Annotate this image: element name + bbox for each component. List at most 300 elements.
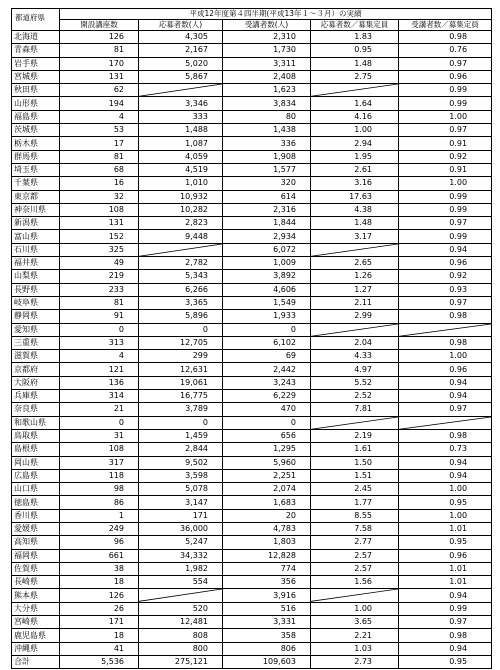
applicants-cell: 3,598 [139, 469, 223, 482]
stu-ratio-cell: 0.99 [399, 97, 492, 110]
app-ratio-cell: 2.61 [311, 163, 399, 176]
students-cell: 656 [223, 429, 311, 442]
prefecture-cell: 徳島県 [12, 496, 60, 509]
students-cell: 1,730 [223, 44, 311, 57]
applicants-cell: 1,982 [139, 562, 223, 575]
courses-cell: 4 [60, 110, 139, 123]
header-row-period [12, 9, 492, 20]
prefecture-cell: 沖縄県 [12, 642, 60, 655]
app-ratio-cell: 2.11 [311, 296, 399, 309]
stu-ratio-cell: 0.94 [399, 589, 492, 602]
applicants-cell: 800 [139, 642, 223, 655]
students-cell: 0 [223, 416, 311, 429]
prefecture-cell: 大分県 [12, 602, 60, 615]
table-row [12, 270, 492, 283]
app-ratio-cell: 1.27 [311, 283, 399, 296]
applicants-cell: 520 [139, 602, 223, 615]
applicants-cell: 16,775 [139, 390, 223, 403]
diagonal-line [139, 589, 222, 601]
students-cell: 3,892 [223, 270, 311, 283]
app-ratio-cell: 1.48 [311, 217, 399, 230]
stu-ratio-cell: 1.00 [399, 177, 492, 190]
courses-cell: 171 [60, 616, 139, 629]
applicants-cell: 10,932 [139, 190, 223, 203]
table-row [12, 363, 492, 376]
courses-cell: 0 [60, 416, 139, 429]
courses-cell: 17 [60, 137, 139, 150]
table-row [12, 496, 492, 509]
prefecture-cell: 大阪府 [12, 376, 60, 389]
stu-ratio-cell: 0.99 [399, 84, 492, 97]
applicants-cell: 554 [139, 576, 223, 589]
stu-ratio-cell: 1.00 [399, 483, 492, 496]
table-row [12, 629, 492, 642]
table-row [12, 376, 492, 389]
prefecture-cell: 福島県 [12, 110, 60, 123]
stu-ratio-cell: 0.94 [399, 243, 492, 256]
app-ratio-cell: 2.73 [311, 655, 399, 668]
students-cell: 2,442 [223, 363, 311, 376]
stu-ratio-cell: 1.00 [399, 350, 492, 363]
prefecture-cell: 奈良県 [12, 403, 60, 416]
stu-ratio-cell: 1.00 [399, 110, 492, 123]
table-row [12, 84, 492, 97]
stu-ratio-cell: 0.98 [399, 336, 492, 349]
courses-cell: 98 [60, 483, 139, 496]
students-cell: 1,844 [223, 217, 311, 230]
applicants-cell: 34,332 [139, 549, 223, 562]
prefecture-cell: 鳥取県 [12, 429, 60, 442]
prefecture-cell: 鹿児島県 [12, 629, 60, 642]
students-cell: 774 [223, 562, 311, 575]
applicants-cell: 4,305 [139, 31, 223, 44]
stu-ratio-cell: 0.94 [399, 642, 492, 655]
prefecture-cell: 福井県 [12, 257, 60, 270]
students-cell: 20 [223, 509, 311, 522]
header-row-columns [12, 20, 492, 31]
diagonal-line [399, 417, 491, 429]
students-cell: 6,229 [223, 390, 311, 403]
applicants-cell: 9,448 [139, 230, 223, 243]
table-row [12, 110, 492, 123]
app-ratio-cell: 1.77 [311, 496, 399, 509]
courses-cell: 38 [60, 562, 139, 575]
students-cell: 516 [223, 602, 311, 615]
courses-cell: 194 [60, 97, 139, 110]
students-cell: 358 [223, 629, 311, 642]
students-cell: 2,316 [223, 203, 311, 216]
applicants-cell: 6,266 [139, 283, 223, 296]
table-row [12, 243, 492, 256]
table-row [12, 296, 492, 309]
app-ratio-cell: 2.21 [311, 629, 399, 642]
stu-ratio-cell: 0.96 [399, 549, 492, 562]
courses-cell: 16 [60, 177, 139, 190]
courses-cell: 126 [60, 589, 139, 602]
table-row [12, 283, 492, 296]
prefecture-cell: 千葉県 [12, 177, 60, 190]
students-cell: 4,606 [223, 283, 311, 296]
prefecture-cell: 京都府 [12, 363, 60, 376]
prefecture-cell: 群馬県 [12, 150, 60, 163]
prefecture-cell: 東京都 [12, 190, 60, 203]
table-row [12, 443, 492, 456]
diagonal-strike-cell [311, 243, 399, 256]
diagonal-line [139, 244, 222, 256]
courses-cell: 108 [60, 203, 139, 216]
students-cell: 4,783 [223, 522, 311, 535]
stu-ratio-cell: 0.92 [399, 270, 492, 283]
applicants-cell: 12,705 [139, 336, 223, 349]
diagonal-line [139, 84, 222, 96]
app-ratio-cell: 1.83 [311, 31, 399, 44]
table-row [12, 642, 492, 655]
stu-ratio-cell: 0.99 [399, 203, 492, 216]
table-row [12, 522, 492, 535]
students-cell: 614 [223, 190, 311, 203]
stu-ratio-cell: 0.94 [399, 456, 492, 469]
applicants-cell: 808 [139, 629, 223, 642]
table-row [12, 390, 492, 403]
applicants-cell: 333 [139, 110, 223, 123]
prefecture-cell: 熊本県 [12, 589, 60, 602]
prefecture-cell: 岐阜県 [12, 296, 60, 309]
students-cell: 320 [223, 177, 311, 190]
courses-cell: 53 [60, 124, 139, 137]
students-cell: 0 [223, 323, 311, 336]
table-row [12, 163, 492, 176]
courses-cell: 86 [60, 496, 139, 509]
stu-ratio-cell: 0.96 [399, 70, 492, 83]
courses-cell: 1 [60, 509, 139, 522]
prefecture-cell: 北海道 [12, 31, 60, 44]
students-cell: 1,438 [223, 124, 311, 137]
diagonal-strike-cell [399, 416, 492, 429]
courses-cell: 219 [60, 270, 139, 283]
students-cell: 1,933 [223, 310, 311, 323]
students-cell: 80 [223, 110, 311, 123]
applicants-cell: 4,059 [139, 150, 223, 163]
app-ratio-cell: 2.45 [311, 483, 399, 496]
prefecture-cell: 山梨県 [12, 270, 60, 283]
students-cell: 1,577 [223, 163, 311, 176]
students-cell: 806 [223, 642, 311, 655]
courses-cell: 136 [60, 376, 139, 389]
prefecture-cell: 香川県 [12, 509, 60, 522]
students-cell: 1,295 [223, 443, 311, 456]
stu-ratio-cell: 0.97 [399, 403, 492, 416]
app-ratio-cell: 7.58 [311, 522, 399, 535]
stu-ratio-cell: 0.99 [399, 230, 492, 243]
prefecture-cell: 佐賀県 [12, 562, 60, 575]
app-ratio-cell: 7.81 [311, 403, 399, 416]
courses-cell: 131 [60, 217, 139, 230]
diagonal-line [311, 417, 398, 429]
courses-cell: 152 [60, 230, 139, 243]
table-row [12, 549, 492, 562]
stu-ratio-cell: 0.97 [399, 616, 492, 629]
applicants-cell: 36,000 [139, 522, 223, 535]
applicants-cell: 5,343 [139, 270, 223, 283]
courses-cell: 26 [60, 602, 139, 615]
table-row [12, 403, 492, 416]
prefecture-cell: 埼玉県 [12, 163, 60, 176]
stu-ratio-cell: 0.91 [399, 163, 492, 176]
stu-ratio-cell: 0.95 [399, 655, 492, 668]
app-ratio-cell: 1.48 [311, 57, 399, 70]
app-ratio-cell: 17.63 [311, 190, 399, 203]
prefecture-cell: 長崎県 [12, 576, 60, 589]
table-row [12, 509, 492, 522]
students-cell: 356 [223, 576, 311, 589]
stu-ratio-cell: 0.95 [399, 536, 492, 549]
applicants-cell: 2,782 [139, 257, 223, 270]
table-row [12, 177, 492, 190]
students-cell: 12,828 [223, 549, 311, 562]
table-row [12, 97, 492, 110]
table-row [12, 230, 492, 243]
table-row [12, 616, 492, 629]
applicants-cell: 2,844 [139, 443, 223, 456]
table-row [12, 602, 492, 615]
prefecture-cell: 広島県 [12, 469, 60, 482]
students-cell: 5,960 [223, 456, 311, 469]
total-row [12, 655, 492, 668]
courses-cell: 18 [60, 576, 139, 589]
stu-ratio-cell: 0.76 [399, 44, 492, 57]
prefecture-cell: 福岡県 [12, 549, 60, 562]
students-cell: 2,074 [223, 483, 311, 496]
stu-ratio-cell: 0.94 [399, 390, 492, 403]
students-cell: 1,908 [223, 150, 311, 163]
app-ratio-cell: 2.75 [311, 70, 399, 83]
stu-ratio-cell: 0.92 [399, 150, 492, 163]
app-ratio-cell: 5.52 [311, 376, 399, 389]
courses-cell: 96 [60, 536, 139, 549]
app-ratio-cell: 8.55 [311, 509, 399, 522]
table-row [12, 536, 492, 549]
stu-ratio-cell: 0.94 [399, 469, 492, 482]
prefecture-cell: 静岡県 [12, 310, 60, 323]
table-row [12, 416, 492, 429]
courses-cell: 81 [60, 150, 139, 163]
col-header-students: 受講者数(人) [223, 20, 311, 31]
prefecture-table [11, 8, 492, 669]
prefecture-cell: 愛知県 [12, 323, 60, 336]
table-row [12, 31, 492, 44]
table-row [12, 190, 492, 203]
table-row [12, 456, 492, 469]
app-ratio-cell: 0.95 [311, 44, 399, 57]
diagonal-strike-cell [399, 323, 492, 336]
applicants-cell: 0 [139, 416, 223, 429]
stu-ratio-cell: 0.97 [399, 296, 492, 309]
courses-cell: 121 [60, 363, 139, 376]
app-ratio-cell: 2.57 [311, 549, 399, 562]
diagonal-strike-cell [311, 323, 399, 336]
prefecture-cell: 富山県 [12, 230, 60, 243]
diagonal-line [311, 244, 398, 256]
stu-ratio-cell: 0.93 [399, 283, 492, 296]
diagonal-strike-cell [311, 84, 399, 97]
prefecture-cell: 兵庫県 [12, 390, 60, 403]
app-ratio-cell: 1.50 [311, 456, 399, 469]
diagonal-line [311, 84, 398, 96]
table-row [12, 70, 492, 83]
courses-cell: 62 [60, 84, 139, 97]
applicants-cell: 1,459 [139, 429, 223, 442]
courses-cell: 131 [60, 70, 139, 83]
prefecture-cell: 長野県 [12, 283, 60, 296]
app-ratio-cell: 4.16 [311, 110, 399, 123]
applicants-cell: 12,481 [139, 616, 223, 629]
courses-cell: 41 [60, 642, 139, 655]
courses-cell: 81 [60, 296, 139, 309]
app-ratio-cell: 3.16 [311, 177, 399, 190]
students-cell: 2,408 [223, 70, 311, 83]
app-ratio-cell: 1.00 [311, 124, 399, 137]
prefecture-cell: 三重県 [12, 336, 60, 349]
courses-cell: 118 [60, 469, 139, 482]
students-cell: 109,603 [223, 655, 311, 668]
courses-cell: 249 [60, 522, 139, 535]
table-row [12, 323, 492, 336]
applicants-cell: 19,061 [139, 376, 223, 389]
students-cell: 3,834 [223, 97, 311, 110]
table-row [12, 562, 492, 575]
students-cell: 470 [223, 403, 311, 416]
applicants-cell: 5,896 [139, 310, 223, 323]
students-cell: 2,310 [223, 31, 311, 44]
courses-cell: 325 [60, 243, 139, 256]
prefecture-cell: 山口県 [12, 483, 60, 496]
prefecture-cell: 新潟県 [12, 217, 60, 230]
applicants-cell: 299 [139, 350, 223, 363]
prefecture-cell: 山形県 [12, 97, 60, 110]
students-cell: 6,102 [223, 336, 311, 349]
stu-ratio-cell: 1.01 [399, 562, 492, 575]
courses-cell: 32 [60, 190, 139, 203]
students-cell: 69 [223, 350, 311, 363]
table-row [12, 589, 492, 602]
app-ratio-cell: 2.19 [311, 429, 399, 442]
applicants-cell: 2,167 [139, 44, 223, 57]
prefecture-cell: 青森県 [12, 44, 60, 57]
prefecture-cell: 茨城県 [12, 124, 60, 137]
stu-ratio-cell: 0.98 [399, 310, 492, 323]
applicants-cell: 171 [139, 509, 223, 522]
courses-cell: 91 [60, 310, 139, 323]
app-ratio-cell: 1.26 [311, 270, 399, 283]
students-cell: 1,623 [223, 84, 311, 97]
students-cell: 3,916 [223, 589, 311, 602]
prefecture-cell: 岡山県 [12, 456, 60, 469]
applicants-cell: 3,789 [139, 403, 223, 416]
prefecture-cell: 岩手県 [12, 57, 60, 70]
students-cell: 1,803 [223, 536, 311, 549]
app-ratio-cell: 2.04 [311, 336, 399, 349]
app-ratio-cell: 1.03 [311, 642, 399, 655]
app-ratio-cell: 2.99 [311, 310, 399, 323]
app-ratio-cell: 3.17 [311, 230, 399, 243]
stu-ratio-cell: 0.99 [399, 190, 492, 203]
prefecture-cell: 秋田県 [12, 84, 60, 97]
applicants-cell: 3,147 [139, 496, 223, 509]
app-ratio-cell: 1.95 [311, 150, 399, 163]
app-ratio-cell: 2.77 [311, 536, 399, 549]
app-ratio-cell: 1.00 [311, 602, 399, 615]
stu-ratio-cell: 1.01 [399, 522, 492, 535]
stu-ratio-cell: 0.95 [399, 496, 492, 509]
courses-cell: 317 [60, 456, 139, 469]
prefecture-cell: 宮崎県 [12, 616, 60, 629]
app-ratio-cell: 2.65 [311, 257, 399, 270]
applicants-cell: 1,087 [139, 137, 223, 150]
table-row [12, 257, 492, 270]
prefecture-cell: 栃木県 [12, 137, 60, 150]
courses-cell: 313 [60, 336, 139, 349]
app-ratio-cell: 1.51 [311, 469, 399, 482]
col-header-courses: 開設講座数 [60, 20, 139, 31]
stu-ratio-cell: 1.01 [399, 576, 492, 589]
table-row [12, 44, 492, 57]
students-cell: 1,549 [223, 296, 311, 309]
stu-ratio-cell: 0.98 [399, 629, 492, 642]
students-cell: 1,009 [223, 257, 311, 270]
stu-ratio-cell: 0.96 [399, 257, 492, 270]
applicants-cell: 3,365 [139, 296, 223, 309]
prefecture-cell: 高知県 [12, 536, 60, 549]
applicants-cell: 3,346 [139, 97, 223, 110]
table-row [12, 217, 492, 230]
courses-cell: 5,536 [60, 655, 139, 668]
prefecture-cell: 愛媛県 [12, 522, 60, 535]
prefecture-cell: 神奈川県 [12, 203, 60, 216]
table-row [12, 469, 492, 482]
diagonal-line [311, 589, 398, 601]
students-cell: 2,251 [223, 469, 311, 482]
app-ratio-cell: 2.94 [311, 137, 399, 150]
app-ratio-cell: 3.65 [311, 616, 399, 629]
courses-cell: 18 [60, 629, 139, 642]
app-ratio-cell: 1.64 [311, 97, 399, 110]
applicants-cell: 4,519 [139, 163, 223, 176]
table-row [12, 310, 492, 323]
table-row [12, 483, 492, 496]
col-header-stu-ratio: 受講者数／募集定員 [399, 20, 492, 31]
table-row [12, 57, 492, 70]
table-row [12, 350, 492, 363]
applicants-cell: 1,488 [139, 124, 223, 137]
stu-ratio-cell: 0.73 [399, 443, 492, 456]
app-ratio-cell: 4.33 [311, 350, 399, 363]
applicants-cell: 10,282 [139, 203, 223, 216]
courses-cell: 4 [60, 350, 139, 363]
stu-ratio-cell: 0.97 [399, 124, 492, 137]
prefecture-cell: 和歌山県 [12, 416, 60, 429]
stu-ratio-cell: 0.96 [399, 363, 492, 376]
prefecture-cell: 合計 [12, 655, 60, 668]
prefecture-cell: 滋賀県 [12, 350, 60, 363]
students-cell: 6,072 [223, 243, 311, 256]
courses-cell: 81 [60, 44, 139, 57]
corner-label: 都道府県 [12, 9, 60, 31]
applicants-cell: 0 [139, 323, 223, 336]
students-cell: 1,683 [223, 496, 311, 509]
diagonal-line [311, 324, 398, 336]
applicants-cell: 12,631 [139, 363, 223, 376]
app-ratio-cell: 1.56 [311, 576, 399, 589]
